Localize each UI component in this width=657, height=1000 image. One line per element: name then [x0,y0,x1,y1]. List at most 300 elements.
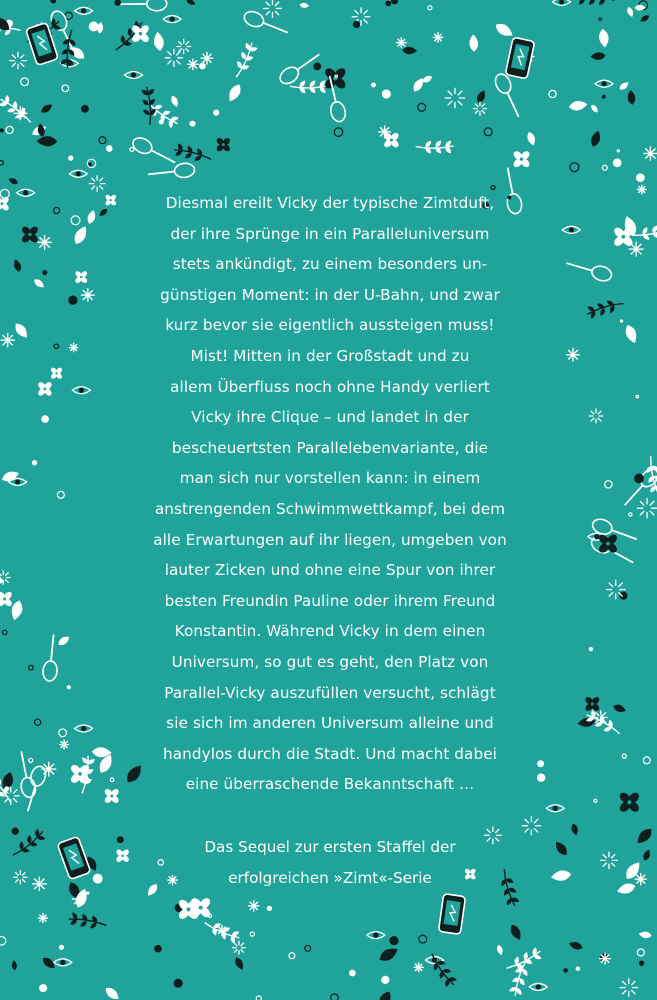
dot-icon [15,606,22,613]
sparkle-ray [475,104,478,107]
sparkle-ray [596,720,599,723]
spoon-handle [507,93,518,117]
flower-icon [215,137,231,153]
star-ray [646,153,651,158]
blurb-line: günstigen Moment: in der U-Bahn, und zwar [160,285,500,304]
sparkle-ray [650,511,654,515]
dot-icon [32,461,36,465]
dot-icon [6,787,9,790]
dot-icon [639,961,643,965]
flower-center [110,795,113,798]
phone-icon [505,37,534,79]
leaf-icon [612,703,627,714]
sparkle-icon [89,176,105,192]
star-icon [60,740,69,749]
dot-icon [305,945,311,951]
leaf-icon [532,947,538,956]
sprig-icon [230,40,260,81]
dot-icon [570,163,579,172]
sparkle-ray [241,943,243,945]
leaf-icon [226,82,244,104]
star-icon [188,59,199,70]
sprig-icon [425,950,460,990]
flower-icon [383,131,400,148]
spoon-handle [567,263,592,270]
star-ray [636,244,641,249]
sparkle-ray [534,819,538,823]
flower-center [222,143,225,146]
leaf-shape [496,944,504,956]
sparkle-ray [632,981,635,984]
dot-icon [190,121,195,126]
phone-icon [438,894,465,935]
dot-icon [428,6,432,10]
spoon-bowl [277,64,301,87]
flower-center [43,388,46,391]
leaf-shape [590,103,600,114]
eye-icon [69,170,87,177]
leaf-icon [493,21,515,40]
flower-center [520,158,523,161]
star-ray [39,884,44,889]
star-ray [35,884,40,889]
leaf-shape [598,28,610,48]
star-icon [249,901,259,911]
leaf-shape [123,41,132,46]
sparkle-ray [0,573,1,576]
star-icon [433,33,443,43]
sparkle-ray [619,583,623,587]
flower-center [591,702,594,705]
dot-icon [155,946,161,952]
sprig-icon [290,79,328,95]
sparkle-ray [234,943,236,945]
blurb-line: Konstantin. Während Vicky in dem einen [174,622,486,641]
sprig-icon [585,295,626,321]
dot-icon [622,754,626,758]
blurb-line: alle Erwartungen auf ihr liegen, umgeben von [153,530,507,549]
sparkle-ray [275,11,278,14]
flower-center [78,772,82,776]
sparkle-icon [263,0,281,17]
spoon-handle [28,786,35,811]
sparkle-icon [165,49,182,66]
flower-center [606,542,610,546]
star-ray [40,238,45,243]
blurb-line: allem Überfluss noch ohne Handy verliert [170,377,490,396]
eye-icon [75,7,93,14]
sparkle-ray [609,593,613,597]
sparkle-ray [603,855,606,858]
leaf-icon [598,28,610,48]
eye-icon [54,959,72,966]
dot-icon [67,686,70,689]
sparkle-ray [598,411,601,414]
leaf-icon [526,131,537,147]
leaf-icon [402,46,417,54]
leaf-shape [71,224,89,247]
spoon-icon [121,0,167,11]
sparkle-ray [355,11,358,14]
sparkle-ray [482,111,485,114]
dot-icon [87,892,89,894]
flower-icon [74,270,88,284]
sparkle-ray [21,63,24,66]
sparkle-icon [14,871,27,884]
blurb-line: der ihre Sprünge in ein Paralleluniversum [170,224,490,243]
dot-icon [99,137,106,144]
sparkle-ray [603,863,606,866]
leaf-icon [27,835,31,844]
sparkle-icon [177,40,191,54]
flower-icon [50,366,63,379]
leaf-shape [553,839,570,858]
star-ray [3,340,8,345]
star-ray [39,879,44,884]
flower-icon [0,590,13,607]
dot-icon [82,105,89,112]
dot-icon [549,90,556,97]
flower-center [0,202,3,205]
star-ray [3,336,8,341]
sparkle-ray [12,63,15,66]
flower-center [139,32,142,35]
sparkle-ray [12,55,15,58]
blurb-line: bescheuertsten Parallelebenvariante, die [171,438,489,457]
leaf-icon [299,2,309,8]
blurb-line: kurz bevor sie eigentlich aussteigen muss! [165,316,495,335]
dot-icon [613,159,620,166]
leaf-shape [299,2,309,8]
sparkle-ray [598,418,601,421]
flower-icon [618,791,641,814]
sparkle-ray [458,101,462,105]
dot-icon [390,937,398,945]
spoon-bowl [42,660,58,681]
leaf-shape [12,321,30,341]
blurb-line: Vicky ihre Clique – und landet in der [191,408,469,427]
sparkle-ray [168,61,171,64]
spoon-icon [130,135,177,169]
leaf-shape [493,21,515,40]
leaf-icon [11,960,17,970]
dot-icon [69,296,77,304]
eye-icon [9,478,27,485]
dot-icon [3,630,7,634]
leaf-shape [97,22,104,34]
spoon-bowl [242,9,266,29]
eye-pupil [569,227,574,232]
blurb-line: besten Freundin Pauline oder ihrem Freund [164,591,496,610]
sparkle-ray [186,42,189,45]
sparkle-ray [266,11,269,14]
dot-icon [602,165,607,170]
sparkle-ray [5,799,8,802]
dot-icon [214,110,219,115]
dot-icon [12,828,18,834]
dot-icon [57,491,64,498]
blurb-line: sie sich im anderen Universum alleine und [166,714,494,733]
leaf-shape [233,956,245,971]
leaf-icon [123,41,132,46]
sprig-stem [13,831,44,856]
dot-icon [0,129,3,132]
flower-center [627,800,631,804]
eye-pupil [594,534,599,539]
sparkle-ray [266,2,269,5]
leaf-icon [153,31,165,52]
sparkle-ray [623,981,626,984]
leaf-shape [550,869,572,882]
sparkle-ray [21,55,24,58]
dot-icon [643,757,650,764]
dot-icon [484,128,492,136]
star-ray [8,340,13,345]
sparkle-ray [591,418,594,421]
dot-icon [21,78,29,86]
leaf-icon [587,0,596,6]
star-icon [567,348,580,361]
spoon-handle [263,23,287,33]
blurb-line: eine überraschende Bekanntschaft … [185,775,475,794]
leaf-shape [532,947,538,956]
blurb-line: man sich nur vorstellen kann: in einem [179,469,481,488]
dot-icon [62,85,69,92]
leaf-icon [570,823,579,837]
sparkle-ray [5,580,8,583]
eye-icon [595,80,613,87]
dot-icon [88,163,91,166]
dot-icon [617,150,619,152]
star-icon [69,343,77,351]
leaf-icon [616,881,637,896]
eye-pupil [559,0,564,4]
spoon-icon [565,257,613,283]
eye-pupil [81,726,86,731]
leaf-shape [568,940,584,952]
dot-icon [331,994,339,1000]
eye-icon [124,72,142,79]
star-ray [45,242,50,247]
leaf-shape [12,258,23,273]
sprig-icon [140,86,159,125]
eye-pupil [553,806,558,811]
eye-icon [163,16,181,23]
eye-pupil [536,984,541,989]
flower-center [199,906,203,910]
sparkle-ray [603,713,606,716]
dot-icon [372,83,376,87]
dot-icon [0,579,3,583]
dot-icon [0,189,9,198]
dot-icon [89,22,98,31]
dot-icon [602,95,605,98]
sparkle-icon [601,852,617,868]
star-ray [650,149,655,154]
sparkle-ray [14,790,17,793]
leaf-icon [185,0,196,7]
spoon-icon [148,162,195,181]
leaf-icon [375,989,393,1000]
eye-icon [546,805,564,812]
sparkle-ray [525,819,529,823]
star-icon [38,914,47,923]
star-ray [631,244,636,249]
sprig-icon [642,455,657,495]
star-icon [644,147,657,160]
eye-icon [17,189,35,196]
dot-icon [605,481,612,488]
leaf-icon [577,0,586,6]
sparkle-ray [177,61,180,64]
dot-icon [54,207,60,213]
sparkle-ray [275,2,278,5]
sprig-icon [172,141,213,166]
star-icon [201,52,213,64]
sparkle-ray [364,20,367,23]
dot-icon [34,719,40,725]
star-ray [631,249,636,254]
star-ray [49,764,54,769]
flower-center [55,372,57,374]
leaf-icon [98,207,109,218]
dot-icon [256,996,261,1000]
sprig-stem [236,43,254,78]
dot-icon [589,647,592,650]
dot-icon [200,63,206,69]
sparkle-ray [168,52,171,55]
sparkle-ray [632,990,635,993]
star-icon [14,107,27,120]
dot-icon [382,90,390,98]
sparkle-ray [179,42,182,45]
sparkle-ray [241,950,243,952]
leaf-icon [13,101,18,110]
flower-icon [20,225,39,244]
spoon-bowl [147,0,167,11]
dot-icon [576,967,579,970]
tagline-line: erfolgreichen »Zimt«-Serie [228,868,432,887]
leaf-icon [169,94,180,108]
leaf-shape [623,323,639,345]
leaf-icon [86,209,97,225]
leaf-shape [11,960,17,970]
leaf-icon [377,945,400,965]
leaf-shape [587,0,596,6]
eye-pupil [23,190,28,195]
leaf-shape [618,80,630,91]
leaf-icon [12,321,30,341]
star-ray [40,242,45,247]
leaf-shape [612,703,627,714]
sprig-icon [576,0,614,7]
sprig-stem [507,951,542,970]
blurb-line: Mist! Mitten in der Großstadt und zu [190,346,470,365]
dot-icon [289,953,295,959]
eye-pupil [601,81,606,86]
sparkle-ray [448,91,452,95]
leaf-icon [508,923,524,942]
dot-icon [209,914,212,917]
dot-icon [637,174,645,182]
dot-icon [250,932,254,936]
leaf-icon [638,931,652,939]
dot-icon [29,758,33,762]
spoon-bowl [130,135,154,157]
leaf-shape [577,0,586,6]
dot-icon [419,935,427,943]
sparkle-ray [591,411,594,414]
star-ray [636,249,641,254]
leaf-icon [71,224,89,247]
leaf-icon [589,129,602,148]
leaf-shape [639,13,651,23]
leaf-icon [553,839,570,858]
dot-icon [267,906,271,910]
dot-icon [110,778,114,782]
sparkle-ray [100,186,103,189]
eye-icon [367,932,385,939]
leaf-icon [496,944,504,956]
spoon-handle [21,752,26,778]
leaf-icon [568,940,584,952]
dot-icon [629,513,632,516]
sparkle-icon [606,580,625,599]
blurb-line: lauter Zicken und ohne eine Spur von ihrer [164,561,496,580]
sparkle-ray [16,873,19,876]
sparkle-icon [473,102,486,115]
leaf-icon [233,956,245,971]
sparkle-icon [589,409,603,423]
dot-icon [59,729,67,737]
dot-icon [594,799,597,802]
dot-icon [392,0,398,4]
leaf-icon [36,136,57,147]
dot-icon [621,320,623,322]
eye-icon [75,725,93,732]
leaf-shape [103,985,121,1000]
spoon-icon [493,72,525,120]
blurb-line: Parallel-Vicky auszufüllen versucht, schlägt [164,683,496,702]
spoon-icon [42,634,60,681]
spoon-bowl [29,765,48,788]
leaf-icon [7,176,19,185]
leaf-icon [642,848,652,862]
spoon-handle [149,171,175,174]
leaf-shape [56,634,71,647]
dot-icon [636,395,638,397]
dot-icon [314,63,321,70]
leaf-icon [590,52,606,61]
leaf-icon [32,277,46,289]
dot-icon [54,344,58,348]
spoon-bowl [174,162,195,178]
star-icon [635,874,646,885]
flower-center [3,598,6,601]
sparkle-ray [612,855,615,858]
leaf-shape [377,945,400,965]
sparkle-ray [177,52,180,55]
star-ray [35,879,40,884]
star-icon [414,963,423,972]
sparkle-ray [612,863,615,866]
leaf-shape [568,99,588,111]
sparkle-icon [233,941,246,954]
star-icon [81,289,94,302]
sprig-icon [68,910,108,932]
leaf-icon [634,826,655,847]
flower-icon [37,381,53,397]
